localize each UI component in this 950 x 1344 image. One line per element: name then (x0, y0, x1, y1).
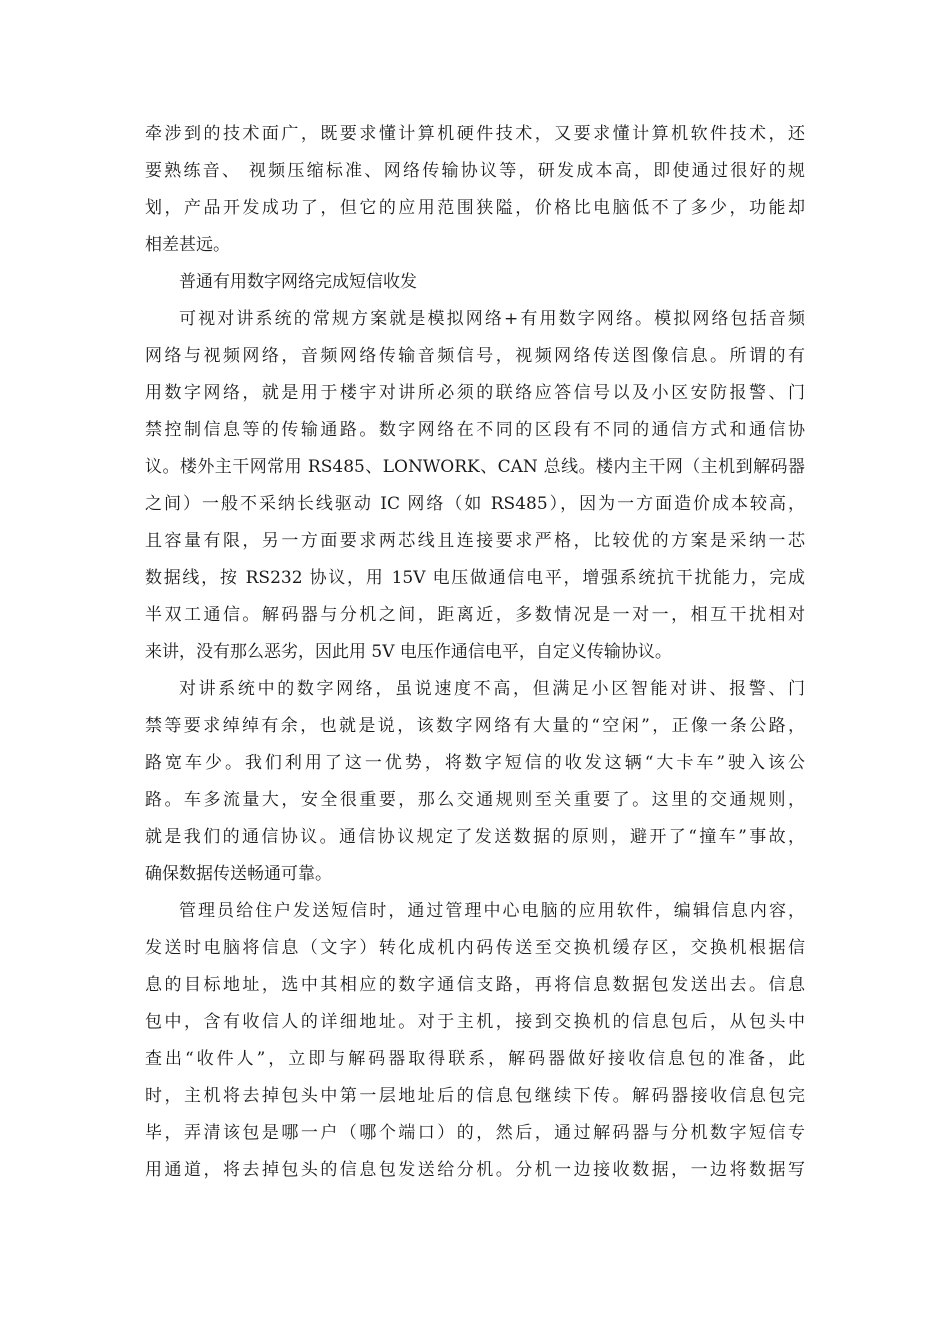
text-line: 要熟练音、 视频压缩标准、网络传输协议等，研发成本高，即使通过很好的规 (145, 161, 805, 181)
text-line: 查出“收件人”，立即与解码器取得联系，解码器做好接收信息包的准备，此 (145, 1049, 805, 1069)
text-line: 相差甚远。 (145, 235, 230, 255)
text-line: 禁等要求绰绰有余，也就是说，该数字网络有大量的“空闲”，正像一条公路， (145, 716, 805, 736)
text-line: 对讲系统中的数字网络，虽说速度不高，但满足小区智能对讲、报警、门 (179, 679, 805, 699)
text-line: 之间）一般不采纳长线驱动 IC 网络（如 RS485），因为一方面造价成本较高， (145, 494, 805, 514)
text-line: 来讲，没有那么恶劣，因此用 5V 电压作通信电平，自定义传输协议。 (145, 642, 672, 662)
document-page (145, 116, 805, 1189)
text-line: 用通道，将去掉包头的信息包发送给分机。分机一边接收数据，一边将数据写 (145, 1160, 805, 1180)
text-line: 确保数据传送畅通可靠。 (145, 864, 332, 884)
text-line: 息的目标地址，选中其相应的数字通信支路，再将信息数据包发送出去。信息 (145, 975, 805, 995)
text-line: 禁控制信息等的传输通路。数字网络在不同的区段有不同的通信方式和通信协 (145, 420, 805, 440)
text-line: 路宽车少。我们利用了这一优势，将数字短信的收发这辆“大卡车”驶入该公 (145, 753, 805, 773)
text-line: 且容量有限，另一方面要求两芯线且连接要求严格，比较优的方案是采纳一芯 (145, 531, 805, 551)
text-line: 发送时电脑将信息（文字）转化成机内码传送至交换机缓存区，交换机根据信 (145, 938, 805, 958)
text-line: 路。车多流量大，安全很重要，那么交通规则至关重要了。这里的交通规则， (145, 790, 805, 810)
text-line: 数据线，按 RS232 协议，用 15V 电压做通信电平，增强系统抗干扰能力，完成 (145, 568, 805, 588)
text-line: 毕，弄清该包是哪一户（哪个端口）的，然后，通过解码器与分机数字短信专 (145, 1123, 805, 1143)
text-line: 时，主机将去掉包头中第一层地址后的信息包继续下传。解码器接收信息包完 (145, 1086, 805, 1106)
text-line: 就是我们的通信协议。通信协议规定了发送数据的原则，避开了“撞车”事故， (145, 827, 805, 847)
text-line: 牵涉到的技术面广，既要求懂计算机硬件技术，又要求懂计算机软件技术，还 (145, 124, 805, 144)
text-line: 网络与视频网络，音频网络传输音频信号，视频网络传送图像信息。所谓的有 (145, 346, 805, 366)
text-line: 议。楼外主干网常用 RS485、LONWORK、CAN 总线。楼内主干网（主机到解码器 (145, 457, 805, 477)
text-line: 管理员给住户发送短信时，通过管理中心电脑的应用软件，编辑信息内容， (179, 901, 805, 921)
text-line: 半双工通信。解码器与分机之间，距离近，多数情况是一对一，相互干扰相对 (145, 605, 805, 625)
text-line: 包中，含有收信人的详细地址。对于主机，接到交换机的信息包后，从包头中 (145, 1012, 805, 1032)
text-line: 可视对讲系统的常规方案就是模拟网络+有用数字网络。模拟网络包括音频 (179, 309, 805, 329)
text-line: 普通有用数字网络完成短信收发 (179, 272, 417, 292)
text-line: 划，产品开发成功了，但它的应用范围狭隘，价格比电脑低不了多少，功能却 (145, 198, 805, 218)
text-line: 用数字网络，就是用于楼宇对讲所必须的联络应答信号以及小区安防报警、门 (145, 383, 805, 403)
